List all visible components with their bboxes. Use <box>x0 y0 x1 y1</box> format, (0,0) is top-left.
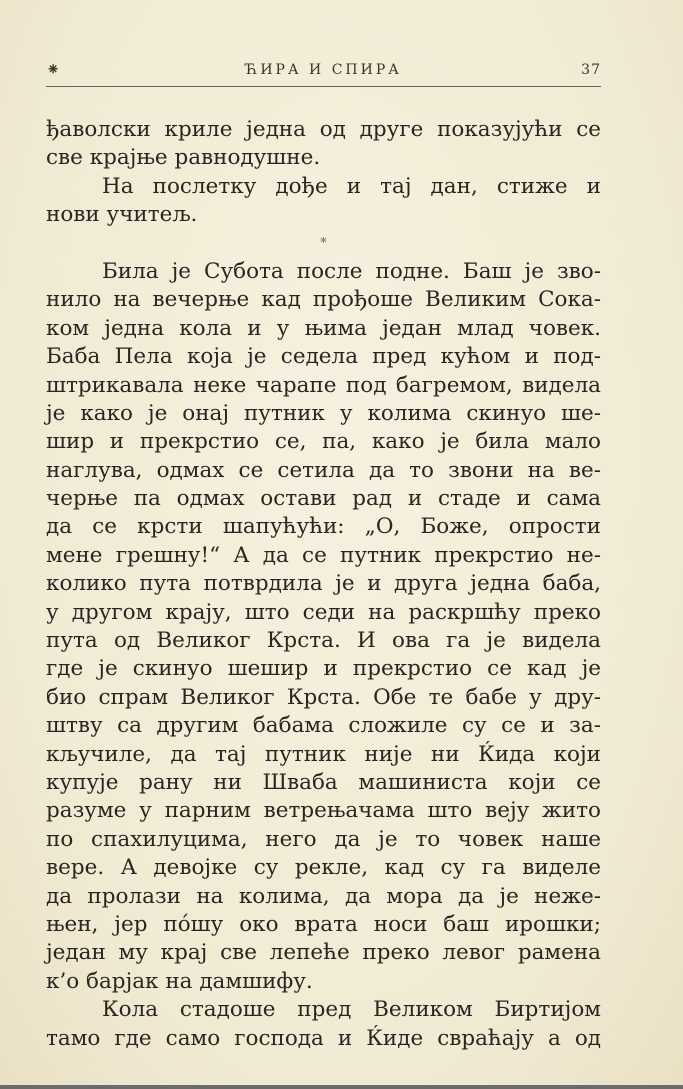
text-line: разуме у парним ветрењачама што веју жито <box>46 798 601 824</box>
text-line: ком једна кола и у њима један млад човек. <box>46 315 601 341</box>
text-line: черње па одмах остави рад и стаде и сама <box>46 486 601 512</box>
text-line: нило на вечерње кад прођоше Великим Сока- <box>46 287 601 313</box>
text-line: штрикавала неке чарапе под багремом, видела <box>46 372 601 398</box>
text-line: Била је Субота после подне. Баш је зво- <box>102 258 601 284</box>
text-line: ђаволски криле једна од друге показујући се <box>46 117 601 142</box>
running-header <box>46 60 601 87</box>
body-text <box>46 116 601 1053</box>
text-line: пута од Великог Крста. И ова га је видела <box>46 628 601 654</box>
text-line: Кола стадоше пред Великом Биртијом <box>102 997 601 1023</box>
text-line: наглува, одмах се сетила да то звони на ве- <box>46 457 601 483</box>
text-line: по спахилуцима, него да је то човек наше <box>46 826 601 852</box>
text-line: тамо где само господа и Ќиде свраћају а од <box>46 1025 601 1051</box>
text-line: колико пута потврдила је и друга једна баба, <box>46 571 601 597</box>
text-line: Баба Пела која је седела пред кућом и под- <box>46 344 601 370</box>
text-line: кључиле, да тај путник није ни Ќида који <box>46 741 601 767</box>
text-line: био спрам Великог Крста. Обе те бабе у дру- <box>46 684 601 710</box>
text-line: нови учитељ. <box>46 202 198 228</box>
text-line: купује рану ни Шваба машиниста који се <box>46 769 601 795</box>
text-line: На послетку дође и тај дан, стиже и <box>102 173 601 199</box>
scan-bottom-edge <box>0 1085 683 1089</box>
text-line: све крајње равнодушне. <box>46 145 321 171</box>
page-number: 37 <box>581 62 601 78</box>
text-line: њен, јер пóшу око врата носи баш ирошки; <box>46 911 601 937</box>
text-line: да пролази на колима, да мора да је неже- <box>46 883 601 909</box>
text-line: шир и прекрстио се, па, како је била мало <box>46 429 601 455</box>
text-line: да се крсти шапућући: „О, Боже, опрости <box>46 514 601 540</box>
text-line: где је скинуо шешир и прекрстио се кад је <box>46 656 601 682</box>
text-line: к’о барјак на дамшифу. <box>46 968 313 994</box>
text-line: вере. А девојке су рекле, кад су га виделе <box>46 855 601 881</box>
text-line: мене грешну!“ А да се путник прекрстио не- <box>46 542 601 568</box>
running-title: ЋИРА И СПИРА <box>245 62 402 78</box>
text-line: штву са другим бабама сложиле су се и за- <box>46 713 601 739</box>
text-line: је како је онај путник у колима скинуо ше- <box>46 400 601 426</box>
ornament-icon: ⁕ <box>46 60 61 80</box>
section-break: * <box>320 235 327 251</box>
text-line: један му крај све лепеће преко левог рамена <box>46 940 601 966</box>
text-line: у другом крају, што седи на раскршћу преко <box>46 599 601 625</box>
